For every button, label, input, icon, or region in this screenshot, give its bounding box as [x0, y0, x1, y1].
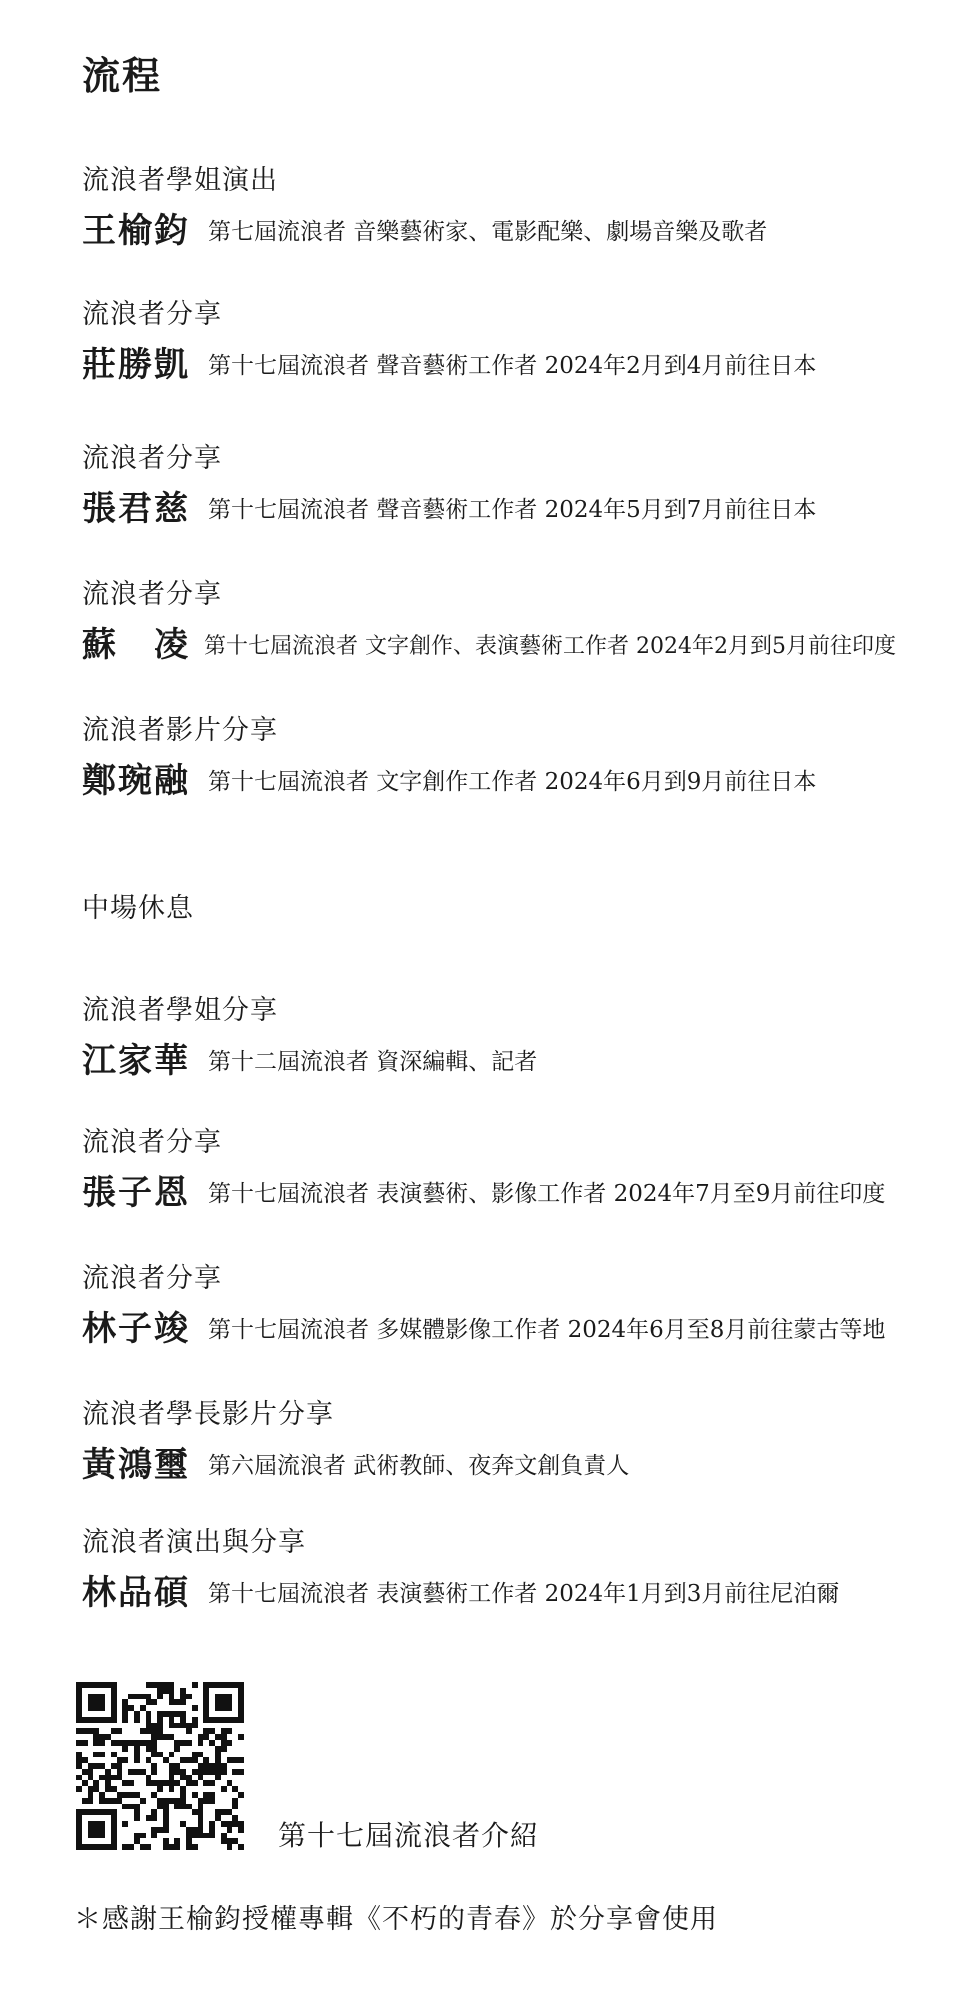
person-name: 黃鴻璽 — [82, 1445, 190, 1485]
qr-caption: 第十七屆流浪者介紹 — [278, 1819, 540, 1852]
entry-person — [82, 1172, 952, 1220]
entry-person — [82, 1572, 952, 1620]
entry-role: 流浪者演出與分享 — [82, 1527, 306, 1558]
program-entry — [82, 578, 952, 672]
person-description: 第十七屆流浪者 聲音藝術工作者 2024年2月到4月前往日本 — [208, 353, 817, 379]
person-name: 鄭琬融 — [82, 761, 190, 801]
entry-role: 流浪者分享 — [82, 1263, 222, 1294]
entry-person — [82, 1444, 952, 1492]
program-entry — [82, 298, 952, 392]
person-name: 張君慈 — [82, 489, 190, 529]
entry-person — [82, 344, 952, 392]
person-description: 第十七屆流浪者 表演藝術、影像工作者 2024年7月至9月前往印度 — [208, 1181, 886, 1207]
person-name: 林品碩 — [82, 1573, 190, 1613]
person-name: 莊勝凱 — [82, 345, 190, 385]
entry-person — [82, 1040, 952, 1088]
person-description: 第七屆流浪者 音樂藝術家、電影配樂、劇場音樂及歌者 — [208, 219, 768, 245]
entry-person — [82, 760, 952, 808]
person-name: 張子恩 — [82, 1173, 190, 1213]
entry-person — [82, 1308, 952, 1356]
entry-role: 流浪者分享 — [82, 443, 222, 474]
program-entry — [82, 1262, 952, 1356]
person-description: 第十七屆流浪者 文字創作工作者 2024年6月到9月前往日本 — [208, 769, 817, 795]
entry-person — [82, 488, 952, 536]
entry-person — [82, 210, 952, 258]
program-entry — [82, 1398, 952, 1492]
program-entry — [82, 1126, 952, 1220]
qr-code-icon[interactable] — [76, 1682, 244, 1850]
person-name: 王榆鈞 — [82, 211, 190, 251]
entry-person — [82, 624, 952, 672]
entry-role: 流浪者學長影片分享 — [82, 1399, 334, 1430]
program-entry — [82, 164, 952, 258]
entry-role: 流浪者學姐演出 — [82, 165, 278, 196]
person-description: 第十七屆流浪者 表演藝術工作者 2024年1月到3月前往尼泊爾 — [208, 1581, 840, 1607]
program-entry — [82, 1526, 952, 1620]
person-name: 蘇 凌 — [82, 625, 190, 665]
person-name: 林子竣 — [82, 1309, 190, 1349]
entry-role: 流浪者影片分享 — [82, 715, 278, 746]
program-entry — [82, 442, 952, 536]
person-description: 第十七屆流浪者 文字創作、表演藝術工作者 2024年2月到5月前往印度 — [204, 634, 896, 659]
person-description: 第十七屆流浪者 多媒體影像工作者 2024年6月至8月前往蒙古等地 — [208, 1317, 886, 1343]
person-description: 第十二屆流浪者 資深編輯、記者 — [208, 1049, 538, 1075]
intermission-label: 中場休息 — [82, 893, 194, 924]
entry-role: 流浪者學姐分享 — [82, 995, 278, 1026]
entry-role: 流浪者分享 — [82, 579, 222, 610]
person-name: 江家華 — [82, 1041, 190, 1081]
person-description: 第六屆流浪者 武術教師、夜奔文創負責人 — [208, 1453, 630, 1479]
entry-role: 流浪者分享 — [82, 1127, 222, 1158]
program-entry — [82, 994, 952, 1088]
credit-note: ＊感謝王榆鈞授權專輯《不朽的青春》於分享會使用 — [74, 1904, 718, 1935]
person-description: 第十七屆流浪者 聲音藝術工作者 2024年5月到7月前往日本 — [208, 497, 817, 523]
program-entry — [82, 714, 952, 808]
page-title: 流程 — [82, 53, 163, 98]
entry-role: 流浪者分享 — [82, 299, 222, 330]
